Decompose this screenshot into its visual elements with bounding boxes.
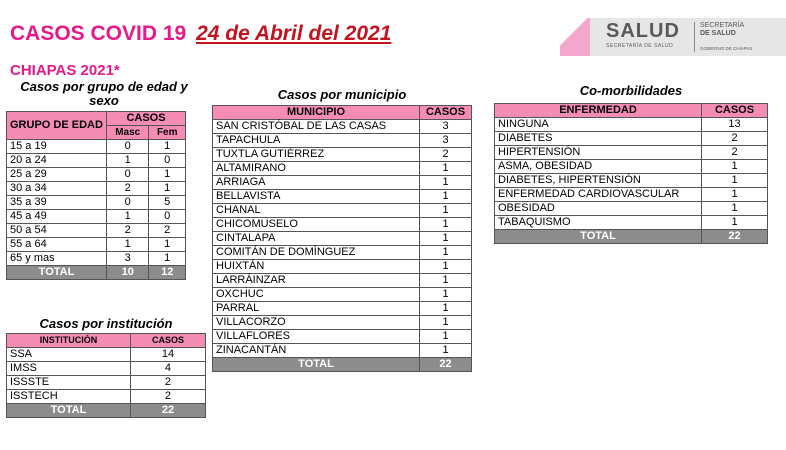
inst-col-cases: CASOS	[130, 334, 205, 348]
edad-fem-cell: 2	[149, 224, 186, 238]
mun-row	[213, 316, 472, 330]
institucion-caption: Casos por institución	[39, 316, 173, 331]
mun-row	[213, 260, 472, 274]
mun-name-cell: BELLAVISTA	[213, 190, 420, 204]
edad-table	[6, 111, 186, 280]
mun-name-cell: VILLACORZO	[213, 316, 420, 330]
mun-name-cell: CHICOMUSELO	[213, 218, 420, 232]
edad-col-cases: CASOS	[107, 112, 186, 126]
mun-name-cell: VILLAFLORES	[213, 330, 420, 344]
edad-fem-cell: 1	[149, 168, 186, 182]
mun-cases-cell: 1	[420, 344, 472, 358]
inst-row	[7, 390, 206, 404]
edad-caption: Casos por grupo de edad y sexo	[20, 79, 188, 108]
logo-salud-sub: SECRETARÍA DE SALUD	[606, 43, 674, 49]
mun-total-value: 22	[420, 358, 472, 372]
edad-fem-cell: 1	[149, 140, 186, 154]
mun-cases-cell: 1	[420, 302, 472, 316]
inst-row	[7, 376, 206, 390]
edad-row	[7, 154, 186, 168]
mun-row	[213, 120, 472, 134]
mun-name-cell: COMITÁN DE DOMÍNGUEZ	[213, 246, 420, 260]
comorb-cases-cell: 1	[702, 202, 768, 216]
inst-cases-cell: 2	[130, 376, 205, 390]
mun-cases-cell: 2	[420, 148, 472, 162]
mun-row	[213, 176, 472, 190]
mun-cases-cell: 1	[420, 246, 472, 260]
edad-masc-cell: 0	[107, 168, 149, 182]
comorb-name-cell: NINGUNA	[495, 118, 702, 132]
comorb-col-name: ENFERMEDAD	[495, 104, 702, 118]
title-text: CASOS COVID 19	[10, 22, 187, 45]
mun-cases-cell: 1	[420, 176, 472, 190]
mun-name-cell: CHANAL	[213, 204, 420, 218]
edad-group-cell: 55 a 64	[7, 238, 107, 252]
comorb-name-cell: DIABETES, HIPERTENSIÓN	[495, 174, 702, 188]
edad-masc-cell: 0	[107, 140, 149, 154]
inst-total-row	[7, 404, 206, 418]
mun-row	[213, 134, 472, 148]
comorb-table	[494, 103, 768, 244]
mun-cases-cell: 1	[420, 288, 472, 302]
edad-group-cell: 15 a 19	[7, 140, 107, 154]
mun-cases-cell: 1	[420, 330, 472, 344]
comorb-row	[495, 188, 768, 202]
comorb-name-cell: OBESIDAD	[495, 202, 702, 216]
mun-cases-cell: 1	[420, 218, 472, 232]
mun-name-cell: OXCHUC	[213, 288, 420, 302]
edad-masc-cell: 1	[107, 210, 149, 224]
logo-secretaria	[700, 22, 744, 38]
mun-cases-cell: 3	[420, 120, 472, 134]
mun-name-cell: TUXTLA GUTIÉRREZ	[213, 148, 420, 162]
comorb-cases-cell: 2	[702, 132, 768, 146]
edad-total-label: TOTAL	[7, 266, 107, 280]
inst-cases-cell: 14	[130, 348, 205, 362]
comorb-row	[495, 174, 768, 188]
comorb-cases-cell: 1	[702, 216, 768, 230]
edad-masc-cell: 1	[107, 238, 149, 252]
comorb-col-cases: CASOS	[702, 104, 768, 118]
edad-group-cell: 50 a 54	[7, 224, 107, 238]
mun-name-cell: ZINACANTÁN	[213, 344, 420, 358]
inst-name-cell: SSA	[7, 348, 131, 362]
comorb-row	[495, 202, 768, 216]
comorb-total-label: TOTAL	[495, 230, 702, 244]
inst-name-cell: ISSTECH	[7, 390, 131, 404]
edad-group-cell: 65 y mas	[7, 252, 107, 266]
comorb-name-cell: TABAQUISMO	[495, 216, 702, 230]
edad-fem-cell: 1	[149, 238, 186, 252]
edad-total-row	[7, 266, 186, 280]
comorb-name-cell: ASMA, OBESIDAD	[495, 160, 702, 174]
edad-row	[7, 182, 186, 196]
edad-fem-cell: 0	[149, 210, 186, 224]
mun-name-cell: PARRAL	[213, 302, 420, 316]
mun-name-cell: LARRÁINZAR	[213, 274, 420, 288]
comorb-cases-cell: 1	[702, 174, 768, 188]
mun-row	[213, 344, 472, 358]
mun-name-cell: TAPACHULA	[213, 134, 420, 148]
mun-col-cases: CASOS	[420, 106, 472, 120]
comorb-cases-cell: 13	[702, 118, 768, 132]
mun-row	[213, 288, 472, 302]
comorb-total-value: 22	[702, 230, 768, 244]
mun-row	[213, 218, 472, 232]
page-title	[10, 22, 391, 46]
inst-col-name: INSTITUCIÓN	[7, 334, 131, 348]
comorb-cases-cell: 1	[702, 188, 768, 202]
edad-masc-cell: 3	[107, 252, 149, 266]
page-subtitle: CHIAPAS 2021*	[10, 62, 120, 79]
edad-fem-cell: 5	[149, 196, 186, 210]
edad-row	[7, 252, 186, 266]
mun-total-row	[213, 358, 472, 372]
mun-cases-cell: 1	[420, 190, 472, 204]
edad-row	[7, 168, 186, 182]
comorb-cases-cell: 2	[702, 146, 768, 160]
mun-name-cell: SAN CRISTÓBAL DE LAS CASAS	[213, 120, 420, 134]
edad-row	[7, 210, 186, 224]
mun-cases-cell: 1	[420, 232, 472, 246]
mun-cases-cell: 3	[420, 134, 472, 148]
report-date: 24 de Abril del 2021	[196, 22, 392, 45]
edad-fem-cell: 1	[149, 182, 186, 196]
comorb-row	[495, 118, 768, 132]
mun-row	[213, 190, 472, 204]
comorb-cases-cell: 1	[702, 160, 768, 174]
mun-row	[213, 204, 472, 218]
municipio-table	[212, 105, 472, 372]
edad-fem-cell: 1	[149, 252, 186, 266]
mun-row	[213, 330, 472, 344]
mun-name-cell: ALTAMIRANO	[213, 162, 420, 176]
mun-col-name: MUNICIPIO	[213, 106, 420, 120]
logo-sec-line1: SECRETARÍA	[700, 22, 745, 29]
inst-row	[7, 348, 206, 362]
inst-total-label: TOTAL	[7, 404, 131, 418]
edad-fem-cell: 0	[149, 154, 186, 168]
edad-masc-cell: 1	[107, 154, 149, 168]
mun-cases-cell: 1	[420, 316, 472, 330]
edad-masc-cell: 0	[107, 196, 149, 210]
comorb-row	[495, 160, 768, 174]
mun-row	[213, 302, 472, 316]
inst-name-cell: IMSS	[7, 362, 131, 376]
comorb-name-cell: ENFERMEDAD CARDIOVASCULAR	[495, 188, 702, 202]
comorb-row	[495, 132, 768, 146]
inst-row	[7, 362, 206, 376]
edad-group-cell: 20 a 24	[7, 154, 107, 168]
mun-cases-cell: 1	[420, 204, 472, 218]
edad-total-masc: 10	[107, 266, 149, 280]
edad-group-cell: 35 a 39	[7, 196, 107, 210]
inst-cases-cell: 2	[130, 390, 205, 404]
municipio-caption: Casos por municipio	[277, 87, 407, 102]
logo-gobierno: GOBIERNO DE CHIAPAS	[700, 46, 753, 51]
mun-row	[213, 246, 472, 260]
mun-name-cell: ARRIAGA	[213, 176, 420, 190]
logo-divider	[694, 22, 695, 52]
edad-total-fem: 12	[149, 266, 186, 280]
inst-total-value: 22	[130, 404, 205, 418]
inst-cases-cell: 4	[130, 362, 205, 376]
mun-name-cell: CINTALAPA	[213, 232, 420, 246]
comorb-name-cell: DIABETES	[495, 132, 702, 146]
edad-masc-cell: 2	[107, 182, 149, 196]
logo-sec-line2: DE SALUD	[700, 30, 736, 37]
logo-accent	[560, 18, 590, 56]
mun-row	[213, 232, 472, 246]
mun-cases-cell: 1	[420, 162, 472, 176]
mun-name-cell: HUIXTÁN	[213, 260, 420, 274]
edad-col-group: GRUPO DE EDAD	[7, 112, 107, 140]
edad-row	[7, 140, 186, 154]
comorb-total-row	[495, 230, 768, 244]
edad-col-masc: Masc	[107, 126, 149, 140]
comorb-row	[495, 216, 768, 230]
mun-cases-cell: 1	[420, 260, 472, 274]
edad-row	[7, 238, 186, 252]
mun-row	[213, 162, 472, 176]
logo-salud: SALUD	[606, 20, 680, 42]
edad-row	[7, 196, 186, 210]
edad-group-cell: 25 a 29	[7, 168, 107, 182]
comorb-row	[495, 146, 768, 160]
edad-group-cell: 45 a 49	[7, 210, 107, 224]
edad-masc-cell: 2	[107, 224, 149, 238]
edad-row	[7, 224, 186, 238]
comorb-name-cell: HIPERTENSIÓN	[495, 146, 702, 160]
mun-row	[213, 148, 472, 162]
edad-group-cell: 30 a 34	[7, 182, 107, 196]
edad-col-fem: Fem	[149, 126, 186, 140]
institucion-table	[6, 333, 206, 418]
inst-name-cell: ISSSTE	[7, 376, 131, 390]
mun-cases-cell: 1	[420, 274, 472, 288]
mun-row	[213, 274, 472, 288]
mun-total-label: TOTAL	[213, 358, 420, 372]
comorb-caption: Co-morbilidades	[579, 83, 683, 98]
